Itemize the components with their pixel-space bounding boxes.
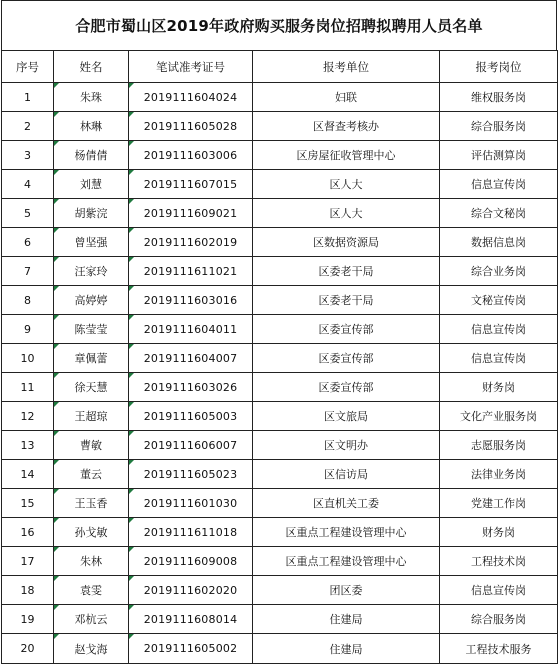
cell-name: 高婷婷	[54, 286, 129, 315]
cell-position: 数据信息岗	[440, 228, 558, 257]
table-row	[2, 141, 558, 170]
header-exam-id: 笔试准考证号	[129, 51, 253, 83]
table-row	[2, 489, 558, 518]
cell-position: 信息宣传岗	[440, 576, 558, 605]
cell-exam-id: 2019111603016	[129, 286, 253, 315]
cell-position: 工程技术岗	[440, 547, 558, 576]
cell-unit: 住建局	[253, 605, 440, 634]
table-row	[2, 228, 558, 257]
cell-position: 信息宣传岗	[440, 170, 558, 199]
cell-exam-id: 2019111604024	[129, 83, 253, 112]
cell-unit: 区委老干局	[253, 286, 440, 315]
cell-position: 财务岗	[440, 373, 558, 402]
cell-exam-id: 2019111601030	[129, 489, 253, 518]
cell-name: 王玉香	[54, 489, 129, 518]
document-sheet	[1, 0, 557, 664]
cell-index: 11	[2, 373, 54, 402]
cell-index: 1	[2, 83, 54, 112]
table-row	[2, 257, 558, 286]
table-row	[2, 344, 558, 373]
cell-unit: 区房屋征收管理中心	[253, 141, 440, 170]
cell-name: 胡紫浣	[54, 199, 129, 228]
cell-name: 汪家玲	[54, 257, 129, 286]
cell-name: 邓杭云	[54, 605, 129, 634]
cell-unit: 妇联	[253, 83, 440, 112]
cell-unit: 区直机关工委	[253, 489, 440, 518]
cell-index: 15	[2, 489, 54, 518]
cell-position: 工程技术服务	[440, 634, 558, 664]
cell-exam-id: 2019111602019	[129, 228, 253, 257]
cell-exam-id: 2019111606007	[129, 431, 253, 460]
cell-index: 6	[2, 228, 54, 257]
cell-index: 17	[2, 547, 54, 576]
cell-position: 评估测算岗	[440, 141, 558, 170]
cell-index: 16	[2, 518, 54, 547]
cell-name: 杨倩倩	[54, 141, 129, 170]
cell-index: 20	[2, 634, 54, 664]
table-row	[2, 634, 558, 664]
cell-index: 4	[2, 170, 54, 199]
cell-index: 19	[2, 605, 54, 634]
cell-exam-id: 2019111611021	[129, 257, 253, 286]
cell-unit: 区数据资源局	[253, 228, 440, 257]
cell-unit: 住建局	[253, 634, 440, 664]
cell-unit: 区重点工程建设管理中心	[253, 547, 440, 576]
cell-name: 徐天慧	[54, 373, 129, 402]
cell-position: 财务岗	[440, 518, 558, 547]
table-row	[2, 199, 558, 228]
table-row	[2, 286, 558, 315]
cell-index: 5	[2, 199, 54, 228]
table-row	[2, 605, 558, 634]
cell-unit: 区人大	[253, 199, 440, 228]
cell-position: 文化产业服务岗	[440, 402, 558, 431]
cell-name: 曹敏	[54, 431, 129, 460]
cell-exam-id: 2019111603006	[129, 141, 253, 170]
table-row	[2, 518, 558, 547]
cell-position: 信息宣传岗	[440, 344, 558, 373]
cell-index: 2	[2, 112, 54, 141]
cell-position: 志愿服务岗	[440, 431, 558, 460]
cell-name: 董云	[54, 460, 129, 489]
cell-position: 维权服务岗	[440, 83, 558, 112]
cell-name: 陈莹莹	[54, 315, 129, 344]
cell-name: 袁雯	[54, 576, 129, 605]
cell-position: 文秘宣传岗	[440, 286, 558, 315]
cell-exam-id: 2019111609021	[129, 199, 253, 228]
cell-unit: 区委宣传部	[253, 315, 440, 344]
cell-exam-id: 2019111603026	[129, 373, 253, 402]
cell-name: 王超琼	[54, 402, 129, 431]
cell-name: 赵戈海	[54, 634, 129, 664]
table-row	[2, 112, 558, 141]
header-index: 序号	[2, 51, 54, 83]
cell-unit: 区人大	[253, 170, 440, 199]
cell-index: 18	[2, 576, 54, 605]
cell-position: 党建工作岗	[440, 489, 558, 518]
cell-position: 信息宣传岗	[440, 315, 558, 344]
cell-unit: 区委老干局	[253, 257, 440, 286]
cell-exam-id: 2019111605028	[129, 112, 253, 141]
cell-unit: 区委宣传部	[253, 373, 440, 402]
cell-index: 8	[2, 286, 54, 315]
cell-unit: 区文旅局	[253, 402, 440, 431]
cell-exam-id: 2019111604007	[129, 344, 253, 373]
cell-unit: 区重点工程建设管理中心	[253, 518, 440, 547]
table-row	[2, 402, 558, 431]
cell-name: 林琳	[54, 112, 129, 141]
table-row	[2, 576, 558, 605]
cell-exam-id: 2019111609008	[129, 547, 253, 576]
table-row	[2, 83, 558, 112]
hiring-list-table	[1, 50, 558, 664]
cell-index: 13	[2, 431, 54, 460]
cell-position: 综合文秘岗	[440, 199, 558, 228]
table-row	[2, 315, 558, 344]
table-header-row	[2, 51, 558, 83]
cell-position: 综合业务岗	[440, 257, 558, 286]
cell-position: 法律业务岗	[440, 460, 558, 489]
cell-exam-id: 2019111608014	[129, 605, 253, 634]
cell-exam-id: 2019111611018	[129, 518, 253, 547]
table-row	[2, 431, 558, 460]
cell-unit: 区信访局	[253, 460, 440, 489]
cell-name: 刘慧	[54, 170, 129, 199]
table-row	[2, 170, 558, 199]
header-position: 报考岗位	[440, 51, 558, 83]
cell-name: 章佩蕾	[54, 344, 129, 373]
table-row	[2, 460, 558, 489]
page-title: 合肥市蜀山区2019年政府购买服务岗位招聘拟聘用人员名单	[1, 0, 557, 50]
cell-unit: 团区委	[253, 576, 440, 605]
cell-index: 9	[2, 315, 54, 344]
cell-unit: 区委宣传部	[253, 344, 440, 373]
cell-index: 7	[2, 257, 54, 286]
cell-exam-id: 2019111604011	[129, 315, 253, 344]
cell-unit: 区督查考核办	[253, 112, 440, 141]
cell-index: 12	[2, 402, 54, 431]
cell-name: 朱珠	[54, 83, 129, 112]
table-row	[2, 547, 558, 576]
cell-name: 孙戈敏	[54, 518, 129, 547]
cell-index: 3	[2, 141, 54, 170]
header-name: 姓名	[54, 51, 129, 83]
cell-position: 综合服务岗	[440, 112, 558, 141]
cell-exam-id: 2019111605002	[129, 634, 253, 664]
table-row	[2, 373, 558, 402]
cell-unit: 区文明办	[253, 431, 440, 460]
cell-position: 综合服务岗	[440, 605, 558, 634]
cell-name: 朱林	[54, 547, 129, 576]
cell-name: 曾坚强	[54, 228, 129, 257]
cell-index: 10	[2, 344, 54, 373]
table-body	[2, 83, 558, 664]
cell-exam-id: 2019111605003	[129, 402, 253, 431]
header-unit: 报考单位	[253, 51, 440, 83]
cell-exam-id: 2019111607015	[129, 170, 253, 199]
cell-exam-id: 2019111602020	[129, 576, 253, 605]
cell-index: 14	[2, 460, 54, 489]
cell-exam-id: 2019111605023	[129, 460, 253, 489]
